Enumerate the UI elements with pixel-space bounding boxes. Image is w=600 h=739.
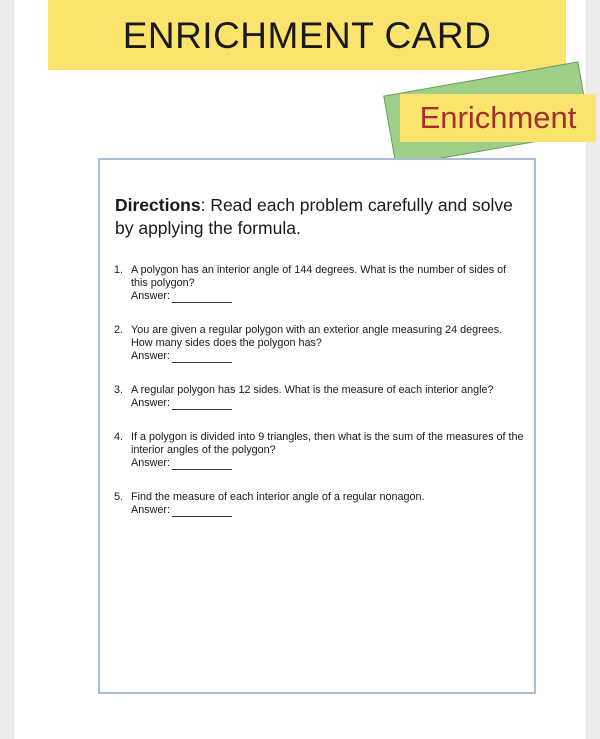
badge-label: Enrichment: [419, 100, 577, 135]
answer-label: Answer:: [131, 457, 171, 469]
answer-label: Answer:: [131, 504, 171, 516]
problem-text: A regular polygon has 12 sides. What is the measure of each interior angle?: [131, 384, 494, 396]
problem-number: 1.: [114, 264, 124, 276]
answer-label: Answer:: [131, 397, 171, 409]
problem-list: [114, 264, 524, 538]
problem-number: 2.: [114, 324, 124, 336]
page-title: ENRICHMENT CARD: [122, 15, 492, 56]
answer-blank[interactable]: [172, 292, 232, 303]
badge-front-label: [400, 94, 596, 142]
problem-text: You are given a regular polygon with an exterior angle measuring 24 degrees. How many sides does the polygon has?: [131, 324, 503, 349]
answer-line: [131, 457, 524, 470]
answer-line: [131, 350, 524, 363]
problem-item: [114, 384, 524, 410]
problem-item: [114, 324, 524, 363]
problem-number: 4.: [114, 431, 124, 443]
answer-blank[interactable]: [172, 459, 232, 470]
answer-line: [131, 397, 524, 410]
problem-number: 5.: [114, 491, 124, 503]
answer-blank[interactable]: [172, 506, 232, 517]
answer-line: [131, 504, 524, 517]
directions-label: Directions: [115, 195, 201, 215]
answer-blank[interactable]: [172, 352, 232, 363]
answer-line: [131, 290, 524, 303]
directions: [115, 194, 525, 240]
answer-blank[interactable]: [172, 399, 232, 410]
problem-text: A polygon has an interior angle of 144 degrees. What is the number of sides of this polygon?: [131, 264, 507, 289]
problem-item: [114, 431, 524, 470]
enrichment-badge: [384, 72, 599, 172]
problem-item: [114, 264, 524, 303]
problem-text: If a polygon is divided into 9 triangles, then what is the sum of the measures of the interior angles of the polygon?: [131, 431, 524, 456]
problem-item: [114, 491, 524, 517]
problem-text: Find the measure of each interior angle of a regular nonagon.: [131, 491, 425, 503]
problem-number: 3.: [114, 384, 124, 396]
title-banner: [48, 0, 566, 70]
answer-label: Answer:: [131, 350, 171, 362]
directions-text: : Read each problem carefully and solve by applying the formula.: [115, 195, 513, 238]
document-page: [14, 0, 586, 739]
problem-card: [98, 158, 536, 694]
answer-label: Answer:: [131, 290, 171, 302]
